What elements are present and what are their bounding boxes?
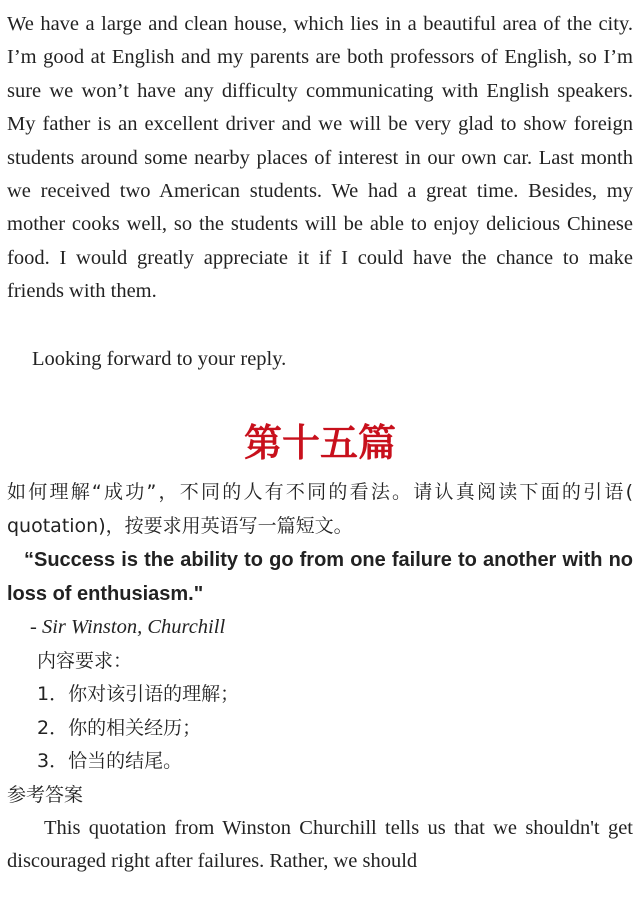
answer-paragraph: This quotation from Winston Churchill tells us that we shouldn't get discouraged right after failures. Rather, we should: [7, 817, 633, 873]
section-heading: 第十五篇: [243, 421, 396, 465]
quotation-attribution: - Sir Winston, Churchill: [30, 616, 226, 638]
task-prompt: 如何理解“成功”，不同的人有不同的看法。请认真阅读下面的引语( quotation)，按要求用英语写一篇短文。: [7, 481, 633, 537]
letter-closing: Looking forward to your reply.: [32, 348, 287, 370]
requirement-item-3: 3．恰当的结尾。: [37, 750, 183, 772]
answer-label: 参考答案: [7, 784, 84, 806]
requirement-item-2: 2．你的相关经历；: [37, 717, 202, 739]
quotation-text: “Success is the ability to go from one failure to another with no loss of enthusiasm.": [7, 549, 633, 605]
letter-body-paragraph: We have a large and clean house, which lies in a beautiful area of the city. I’m good at English and my parents are both professors of English, so I’m sure we won’t have any difficulty communicating with English speakers. My father is an excellent driver and we will be very glad to show foreign students around some nearby places of interest in our own car. Last month we received two American students. We had a great time. Besides, my mother cooks well, so the students will be able to enjoy delicious Chinese food. I would greatly appreciate it if I could have the chance to make friends with them.: [7, 13, 633, 303]
requirements-title: 内容要求：: [37, 650, 133, 672]
requirement-item-1: 1．你对该引语的理解；: [37, 683, 240, 705]
